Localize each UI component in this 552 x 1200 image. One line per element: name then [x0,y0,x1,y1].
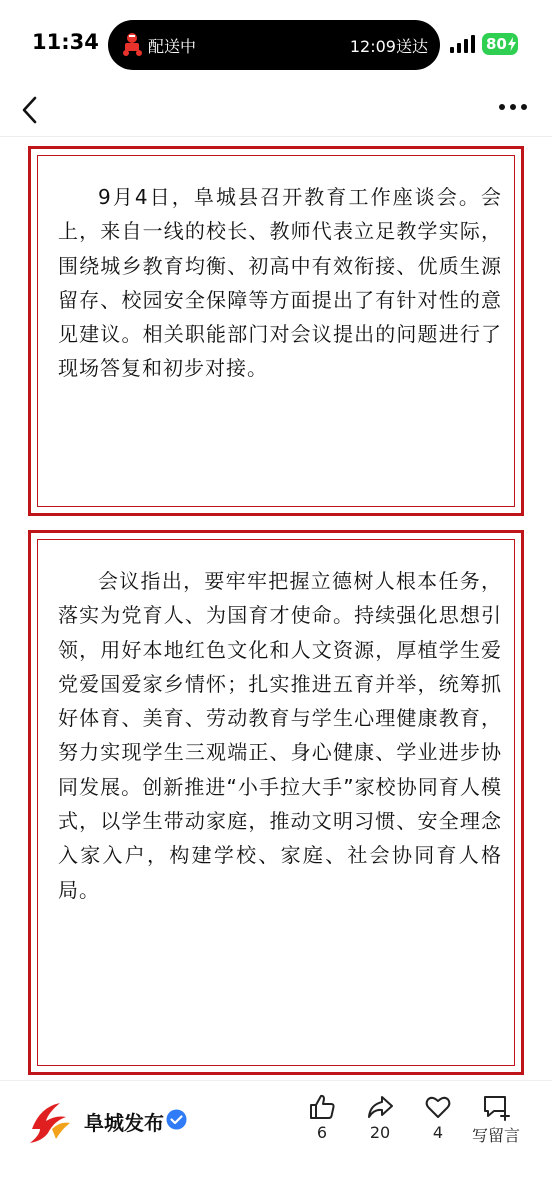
like-count: 6 [316,1123,328,1142]
account-name[interactable]: 阜城发布 [84,1111,164,1135]
bottom-action-bar [0,1080,552,1200]
heart-icon [424,1093,452,1121]
signal-icon [450,35,476,53]
live-activity-island[interactable] [108,20,440,70]
battery-icon [482,33,518,55]
paragraph-frame-1 [28,146,524,516]
status-time: 11:34 [32,30,99,54]
share-count: 20 [369,1123,391,1142]
paragraph-frame-2 [28,530,524,1075]
like-button[interactable] [292,1093,352,1142]
comment-add-icon [481,1093,511,1121]
account-logo[interactable] [26,1099,74,1145]
more-icon[interactable] [498,102,528,112]
article-paragraph-2: 会议指出，要牢牢把握立德树人根本任务，落实为党育人、为国育才使命。持续强化思想引领，用好本地红色文化和人文资源，厚植学生爱党爱国爱家乡情怀；扎实推进五育并举，统筹抓好体育、美育、劳动教育与学生心理健康教育，努力实现学生三观端正、身心健康、学业进步协同发展。创新推进“小手拉大手”家校协同育人模式，以学生带动家庭，推动文明习惯、安全理念入家入户，构建学校、家庭、社会协同育人格局。 [58,569,502,902]
status-bar [0,0,552,88]
charging-bolt-icon [508,37,516,51]
paragraph-frame-inner-1 [37,155,515,507]
favorite-count: 4 [432,1123,444,1142]
delivery-status: 配送中 [148,37,197,56]
thumbs-up-icon [308,1093,336,1121]
write-comment-button[interactable] [466,1093,526,1146]
article-paragraph-1: 9月4日，阜城县召开教育工作座谈会。会上，来自一线的校长、教师代表立足教学实际，围绕城乡教育均衡、初高中有效衔接、优质生源留存、校园安全保障等方面提出了有针对性的意见建议。相关职能部门对会议提出的问题进行了现场答复和初步对接。 [58,185,502,381]
delivery-eta: 12:09送达 [349,37,428,56]
nav-bar [0,88,552,137]
paragraph-frame-inner-2 [37,539,515,1066]
verified-icon [166,1109,187,1130]
battery-level: 80 [486,35,507,53]
delivery-rider-icon [118,31,146,59]
favorite-button[interactable] [408,1093,468,1142]
back-icon[interactable] [18,94,42,126]
write-comment-label: 写留言 [471,1126,520,1145]
share-arrow-icon [366,1093,394,1121]
share-button[interactable] [350,1093,410,1142]
